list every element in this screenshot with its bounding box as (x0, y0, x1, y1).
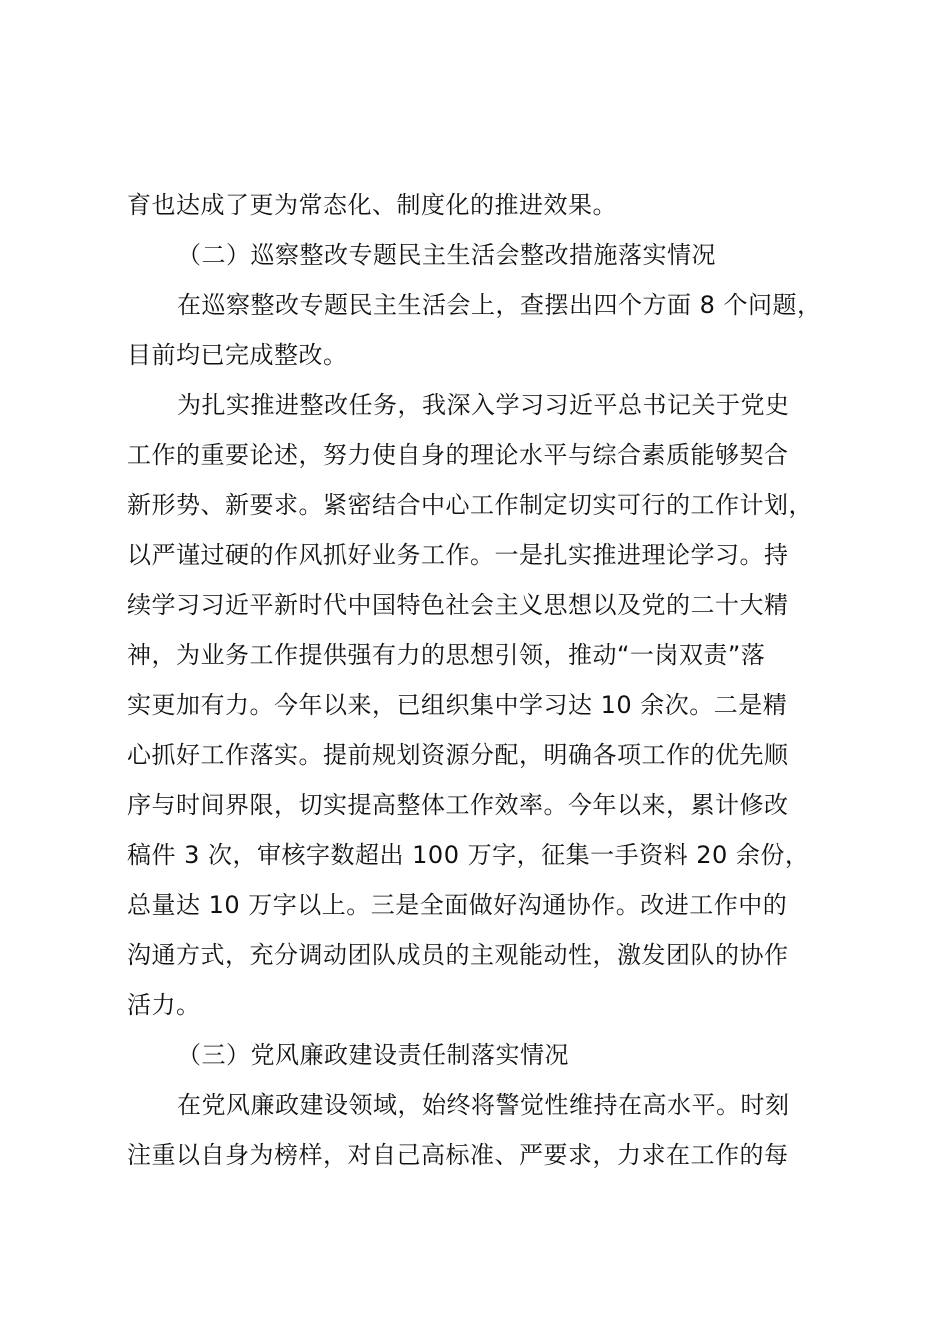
paragraph-line: 目前均已完成整改。 (127, 341, 348, 369)
paragraph-line: 序与时间界限，切实提高整体工作效率。今年以来，累计修改 (127, 791, 789, 819)
section-heading-2: （二）巡察整改专题民主生活会整改措施落实情况 (177, 241, 716, 269)
section-heading-3: （三）党风廉政建设责任制落实情况 (177, 1041, 569, 1069)
paragraph-line: 在巡察整改专题民主生活会上，查摆出四个方面 8 个问题， (177, 291, 822, 319)
paragraph-line: 注重以自身为榜样，对自己高标准、严要求，力求在工作的每 (127, 1141, 789, 1169)
paragraph-line: 活力。 (127, 991, 201, 1019)
paragraph-line: 新形势、新要求。紧密结合中心工作制定切实可行的工作计划， (127, 491, 813, 519)
paragraph-line: 沟通方式，充分调动团队成员的主观能动性，激发团队的协作 (127, 941, 789, 969)
paragraph-line: 为扎实推进整改任务，我深入学习习近平总书记关于党史 (177, 391, 790, 419)
paragraph-line: 在党风廉政建设领域，始终将警觉性维持在高水平。时刻 (177, 1091, 790, 1119)
paragraph-line: 总量达 10 万字以上。三是全面做好沟通协作。改进工作中的 (127, 891, 788, 919)
paragraph-line: 神，为业务工作提供强有力的思想引领，推动“一岗双责”落 (127, 641, 766, 669)
paragraph-line: 续学习习近平新时代中国特色社会主义思想以及党的二十大精 (127, 591, 789, 619)
paragraph-line: 育也达成了更为常态化、制度化的推进效果。 (127, 191, 617, 219)
paragraph-line: 工作的重要论述，努力使自身的理论水平与综合素质能够契合 (127, 441, 789, 469)
paragraph-line: 稿件 3 次，审核字数超出 100 万字，征集一手资料 20 余份， (127, 841, 810, 869)
paragraph-line: 心抓好工作落实。提前规划资源分配，明确各项工作的优先顺 (127, 741, 789, 769)
paragraph-line: 以严谨过硬的作风抓好业务工作。一是扎实推进理论学习。持 (127, 541, 789, 569)
paragraph-line: 实更加有力。今年以来，已组织集中学习达 10 余次。二是精 (127, 691, 788, 719)
